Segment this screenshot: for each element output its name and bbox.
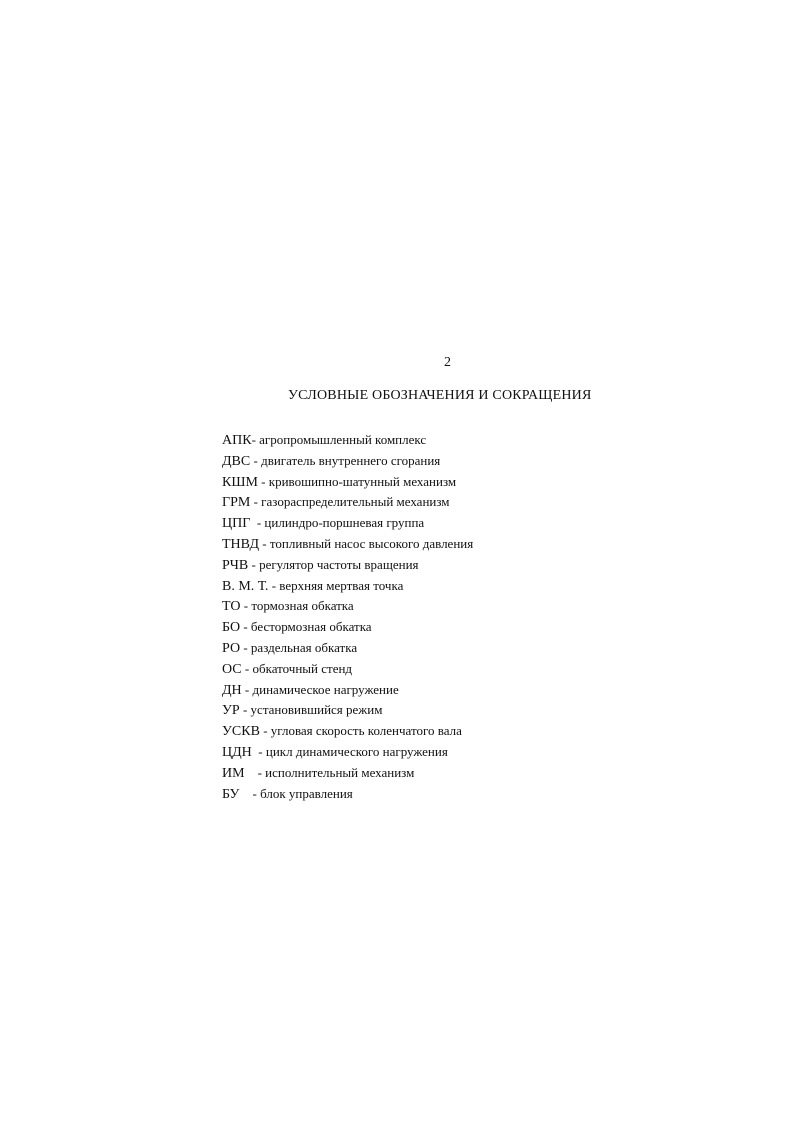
separator: - bbox=[244, 764, 266, 780]
abbreviation-definition: цилиндро-поршневая группа bbox=[264, 515, 425, 531]
separator: - bbox=[268, 577, 280, 593]
separator: - bbox=[241, 681, 253, 697]
abbreviation-term: ГРМ bbox=[222, 495, 251, 511]
abbreviation-term: БО bbox=[222, 620, 241, 636]
separator: - bbox=[240, 619, 251, 635]
list-item bbox=[222, 472, 473, 493]
abbreviation-definition: бестормозная обкатка bbox=[250, 619, 372, 635]
list-item bbox=[222, 430, 473, 451]
abbreviation-definition: угловая скорость коленчатого вала bbox=[270, 723, 462, 739]
list-item bbox=[222, 555, 473, 576]
separator: - bbox=[259, 723, 271, 739]
list-item bbox=[222, 680, 473, 701]
separator: - bbox=[248, 556, 260, 572]
abbreviation-term: ТО bbox=[222, 599, 241, 615]
abbreviation-term: КШМ bbox=[222, 474, 258, 490]
list-item bbox=[222, 742, 473, 763]
abbreviation-term: АПК bbox=[222, 433, 252, 448]
list-item bbox=[222, 576, 473, 597]
abbreviation-definition: исполнительный механизм bbox=[265, 764, 415, 780]
abbreviation-term: В. М. Т. bbox=[222, 578, 269, 594]
abbreviation-term: РО bbox=[222, 640, 241, 656]
abbreviation-definition: тормозная обкатка bbox=[251, 598, 354, 614]
abbreviation-definition: динамическое нагружение bbox=[252, 681, 399, 697]
list-item bbox=[222, 492, 473, 513]
list-item bbox=[222, 617, 473, 638]
abbreviation-definition: обкаточный стенд bbox=[252, 660, 353, 676]
list-item bbox=[222, 513, 473, 534]
list-item bbox=[222, 638, 473, 659]
list-item bbox=[222, 596, 473, 617]
abbreviation-definition: верхняя мертвая точка bbox=[279, 577, 404, 593]
separator: - bbox=[239, 702, 251, 718]
separator: - bbox=[259, 535, 270, 551]
list-item bbox=[222, 784, 473, 805]
separator: - bbox=[241, 660, 253, 676]
separator: - bbox=[250, 515, 265, 531]
list-item bbox=[222, 451, 473, 472]
separator: - bbox=[239, 785, 261, 801]
separator: - bbox=[251, 432, 260, 447]
abbreviation-term: ЦПГ bbox=[222, 516, 251, 532]
abbreviation-definition: двигатель внутреннего сгорания bbox=[261, 452, 441, 468]
page-title: УСЛОВНЫЕ ОБОЗНАЧЕНИЯ И СОКРАЩЕНИЯ bbox=[288, 388, 592, 403]
page-number: 2 bbox=[444, 355, 451, 370]
abbreviation-definition: блок управления bbox=[260, 785, 353, 801]
abbreviation-definition: цикл динамического нагружения bbox=[265, 743, 448, 759]
abbreviation-term: РЧВ bbox=[222, 557, 249, 573]
abbreviation-definition: агропромышленный комплекс bbox=[259, 432, 427, 447]
abbreviation-definition: установившийся режим bbox=[250, 702, 383, 718]
separator: - bbox=[240, 598, 252, 614]
separator: - bbox=[257, 473, 269, 489]
separator: - bbox=[250, 494, 262, 510]
abbreviation-definition: кривошипно-шатунный механизм bbox=[268, 473, 457, 489]
list-item bbox=[222, 659, 473, 680]
abbreviation-term: ДВС bbox=[222, 453, 251, 469]
abbreviation-term: УСКВ bbox=[222, 724, 260, 740]
separator: - bbox=[251, 743, 266, 759]
abbreviation-definition: топливный насос высокого давления bbox=[269, 535, 474, 551]
abbreviation-term: ОС bbox=[222, 661, 242, 677]
abbreviation-definition: газораспределительный механизм bbox=[261, 494, 450, 510]
abbreviation-definition: раздельная обкатка bbox=[250, 639, 358, 655]
abbreviation-list bbox=[222, 430, 473, 804]
abbreviation-term: ТНВД bbox=[222, 536, 260, 552]
separator: - bbox=[240, 639, 251, 655]
list-item bbox=[222, 700, 473, 721]
abbreviation-term: УР bbox=[222, 703, 240, 719]
list-item bbox=[222, 721, 473, 742]
separator: - bbox=[250, 452, 262, 468]
abbreviation-term: ЦДН bbox=[222, 744, 252, 760]
abbreviation-term: БУ bbox=[222, 786, 240, 802]
list-item bbox=[222, 534, 473, 555]
abbreviation-term: ИМ bbox=[222, 765, 245, 781]
list-item bbox=[222, 763, 473, 784]
abbreviation-definition: регулятор частоты вращения bbox=[259, 556, 419, 572]
abbreviation-term: ДН bbox=[222, 682, 242, 698]
